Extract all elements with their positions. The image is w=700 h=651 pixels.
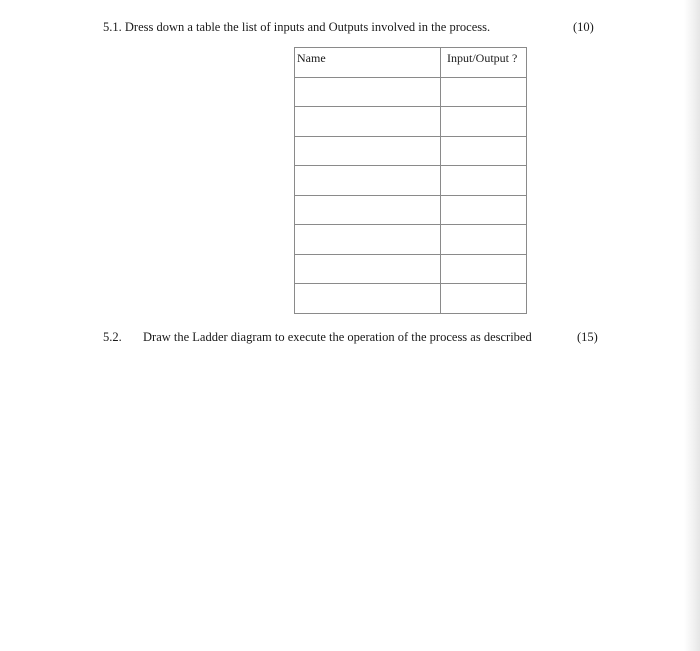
- name-cell: [295, 77, 441, 107]
- question-5-1-marks: (10): [573, 20, 594, 34]
- question-5-2-text: Draw the Ladder diagram to execute the operation of the process as described: [143, 330, 532, 344]
- name-cell: [295, 284, 441, 314]
- name-cell: [295, 254, 441, 284]
- name-cell: [295, 107, 441, 137]
- input-output-cell: [441, 254, 527, 284]
- input-output-cell: [441, 107, 527, 137]
- table-row: [295, 166, 527, 196]
- question-5-1-text: 5.1. Dress down a table the list of inputs and Outputs involved in the process.: [103, 20, 491, 34]
- header-input-output-label: Input/Output ?: [447, 51, 518, 65]
- header-name-label: Name: [297, 51, 326, 65]
- table-row: [295, 225, 527, 255]
- header-name: [295, 48, 441, 78]
- table-header-row: [295, 48, 527, 78]
- input-output-cell: [441, 225, 527, 255]
- name-cell: [295, 225, 441, 255]
- header-input-output: [441, 48, 527, 78]
- table-row: [295, 136, 527, 166]
- question-5-2-number: 5.2.: [103, 330, 122, 344]
- table-row: [295, 254, 527, 284]
- page-edge-shadow: [684, 0, 700, 651]
- input-output-cell: [441, 195, 527, 225]
- table-row: [295, 107, 527, 137]
- input-output-cell: [441, 284, 527, 314]
- table-row: [295, 77, 527, 107]
- input-output-cell: [441, 166, 527, 196]
- name-cell: [295, 195, 441, 225]
- table-row: [295, 195, 527, 225]
- table-body: [295, 77, 527, 313]
- name-cell: [295, 166, 441, 196]
- name-cell: [295, 136, 441, 166]
- inputs-outputs-table: [294, 47, 527, 314]
- question-5-2-marks: (15): [577, 330, 598, 344]
- table-row: [295, 284, 527, 314]
- input-output-cell: [441, 77, 527, 107]
- input-output-cell: [441, 136, 527, 166]
